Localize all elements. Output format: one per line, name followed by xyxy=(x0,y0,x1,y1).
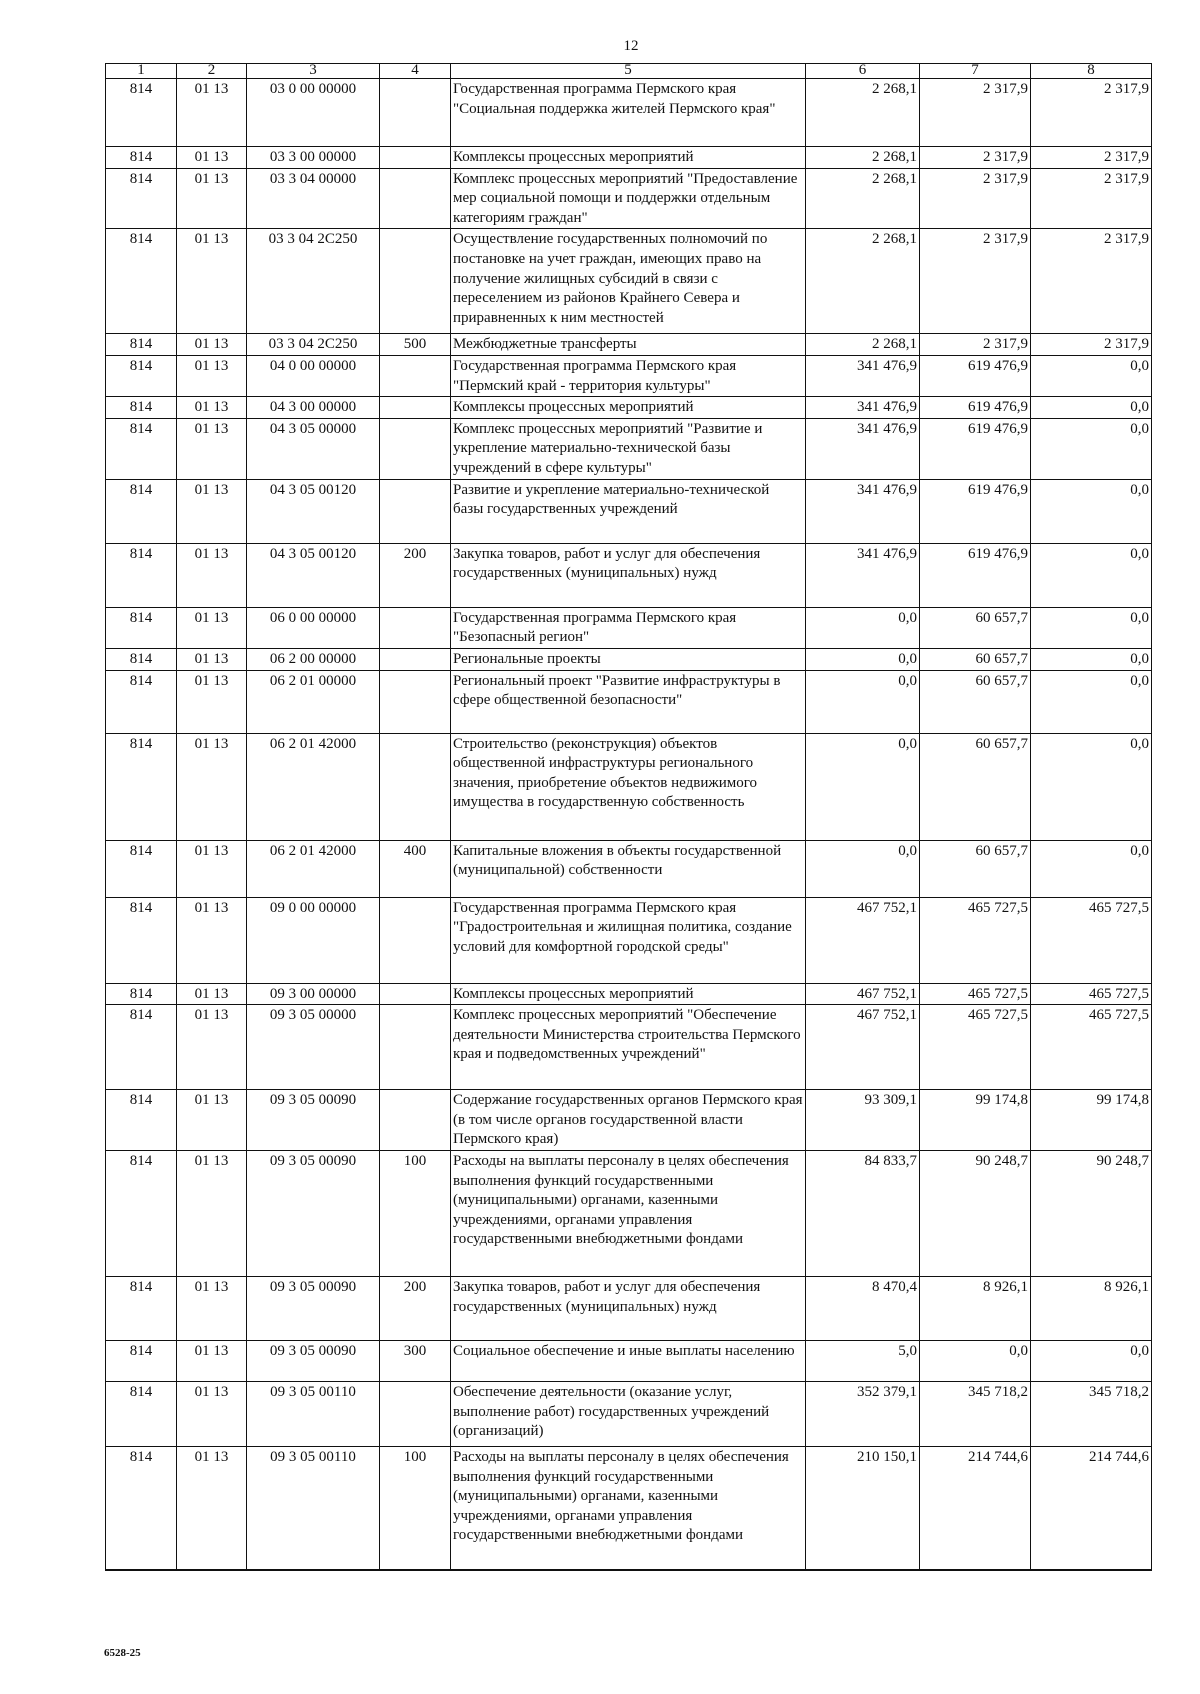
amount-col-6: 341 476,9 xyxy=(806,479,920,543)
amount-col-7: 345 718,2 xyxy=(920,1381,1031,1446)
target-article-code: 06 0 00 00000 xyxy=(247,607,380,648)
item-name: Комплекс процессных мероприятий "Предоставление мер социальной помощи и поддержки отдельным категориям граждан" xyxy=(451,168,806,229)
target-article-code: 09 0 00 00000 xyxy=(247,897,380,983)
target-article-code: 03 3 04 2С250 xyxy=(247,334,380,356)
section-code: 01 13 xyxy=(177,648,247,670)
amount-col-6: 84 833,7 xyxy=(806,1150,920,1276)
column-header-5: 5 xyxy=(451,64,806,79)
target-article-code: 09 3 05 00090 xyxy=(247,1276,380,1340)
amount-col-8: 465 727,5 xyxy=(1031,983,1152,1005)
expense-type-code xyxy=(380,1005,451,1090)
amount-col-6: 0,0 xyxy=(806,733,920,840)
target-article-code: 06 2 01 42000 xyxy=(247,733,380,840)
target-article-code: 03 3 04 00000 xyxy=(247,168,380,229)
expense-type-code: 500 xyxy=(380,334,451,356)
gr-code: 814 xyxy=(106,1381,177,1446)
section-code: 01 13 xyxy=(177,79,247,147)
gr-code: 814 xyxy=(106,670,177,733)
target-article-code: 03 3 00 00000 xyxy=(247,147,380,169)
expense-type-code: 200 xyxy=(380,543,451,607)
amount-col-7: 619 476,9 xyxy=(920,543,1031,607)
expense-type-code xyxy=(380,397,451,419)
column-header-3: 3 xyxy=(247,64,380,79)
amount-col-6: 8 470,4 xyxy=(806,1276,920,1340)
section-code: 01 13 xyxy=(177,418,247,479)
target-article-code: 06 2 00 00000 xyxy=(247,648,380,670)
expense-type-code xyxy=(380,1090,451,1151)
gr-code: 814 xyxy=(106,479,177,543)
table-row xyxy=(106,1005,1152,1090)
item-name: Межбюджетные трансферты xyxy=(451,334,806,356)
target-article-code: 09 3 05 00090 xyxy=(247,1090,380,1151)
gr-code: 814 xyxy=(106,334,177,356)
amount-col-7: 2 317,9 xyxy=(920,168,1031,229)
gr-code: 814 xyxy=(106,1340,177,1381)
column-header-6: 6 xyxy=(806,64,920,79)
amount-col-6: 467 752,1 xyxy=(806,983,920,1005)
item-name: Комплекс процессных мероприятий "Обеспечение деятельности Министерства строительства Пермского края и подведомственных учреждений" xyxy=(451,1005,806,1090)
amount-col-8: 0,0 xyxy=(1031,543,1152,607)
amount-col-7: 619 476,9 xyxy=(920,355,1031,396)
amount-col-6: 210 150,1 xyxy=(806,1446,920,1570)
amount-col-6: 341 476,9 xyxy=(806,397,920,419)
section-code: 01 13 xyxy=(177,983,247,1005)
table-row xyxy=(106,983,1152,1005)
item-name: Закупка товаров, работ и услуг для обеспечения государственных (муниципальных) нужд xyxy=(451,543,806,607)
amount-col-6: 2 268,1 xyxy=(806,147,920,169)
item-name: Обеспечение деятельности (оказание услуг, выполнение работ) государственных учреждений (организаций) xyxy=(451,1381,806,1446)
table-body xyxy=(106,79,1152,1571)
gr-code: 814 xyxy=(106,355,177,396)
table-row xyxy=(106,648,1152,670)
item-name: Государственная программа Пермского края "Пермский край - территория культуры" xyxy=(451,355,806,396)
item-name: Осуществление государственных полномочий по постановке на учет граждан, имеющих право на получение жилищных субсидий в связи с переселением из районов Крайнего Севера и приравненных к ним местностей xyxy=(451,229,806,334)
section-code: 01 13 xyxy=(177,479,247,543)
amount-col-6: 352 379,1 xyxy=(806,1381,920,1446)
table-row xyxy=(106,147,1152,169)
gr-code: 814 xyxy=(106,983,177,1005)
amount-col-8: 2 317,9 xyxy=(1031,334,1152,356)
gr-code: 814 xyxy=(106,1090,177,1151)
target-article-code: 04 3 05 00000 xyxy=(247,418,380,479)
gr-code: 814 xyxy=(106,229,177,334)
expense-type-code xyxy=(380,147,451,169)
amount-col-8: 465 727,5 xyxy=(1031,1005,1152,1090)
table-row xyxy=(106,418,1152,479)
section-code: 01 13 xyxy=(177,840,247,897)
amount-col-7: 465 727,5 xyxy=(920,1005,1031,1090)
expense-type-code xyxy=(380,670,451,733)
section-code: 01 13 xyxy=(177,897,247,983)
amount-col-8: 2 317,9 xyxy=(1031,147,1152,169)
expense-type-code: 100 xyxy=(380,1446,451,1570)
section-code: 01 13 xyxy=(177,1381,247,1446)
target-article-code: 03 3 04 2С250 xyxy=(247,229,380,334)
table-row xyxy=(106,79,1152,147)
amount-col-7: 60 657,7 xyxy=(920,648,1031,670)
amount-col-8: 2 317,9 xyxy=(1031,79,1152,147)
expense-type-code xyxy=(380,897,451,983)
amount-col-8: 0,0 xyxy=(1031,418,1152,479)
expense-type-code: 400 xyxy=(380,840,451,897)
amount-col-6: 2 268,1 xyxy=(806,168,920,229)
gr-code: 814 xyxy=(106,418,177,479)
amount-col-8: 0,0 xyxy=(1031,670,1152,733)
section-code: 01 13 xyxy=(177,1446,247,1570)
amount-col-8: 0,0 xyxy=(1031,607,1152,648)
item-name: Содержание государственных органов Пермского края (в том числе органов государственной власти Пермского края) xyxy=(451,1090,806,1151)
amount-col-8: 0,0 xyxy=(1031,648,1152,670)
table-row xyxy=(106,543,1152,607)
expense-type-code xyxy=(380,1381,451,1446)
section-code: 01 13 xyxy=(177,334,247,356)
item-name: Социальное обеспечение и иные выплаты населению xyxy=(451,1340,806,1381)
amount-col-6: 0,0 xyxy=(806,840,920,897)
amount-col-6: 2 268,1 xyxy=(806,79,920,147)
section-code: 01 13 xyxy=(177,1150,247,1276)
table-row xyxy=(106,733,1152,840)
amount-col-8: 2 317,9 xyxy=(1031,229,1152,334)
target-article-code: 04 3 05 00120 xyxy=(247,479,380,543)
amount-col-8: 0,0 xyxy=(1031,1340,1152,1381)
table-row xyxy=(106,355,1152,396)
item-name: Комплекс процессных мероприятий "Развитие и укрепление материально-технической базы учреждений в сфере культуры" xyxy=(451,418,806,479)
item-name: Комплексы процессных мероприятий xyxy=(451,983,806,1005)
gr-code: 814 xyxy=(106,168,177,229)
item-name: Развитие и укрепление материально-технической базы государственных учреждений xyxy=(451,479,806,543)
amount-col-8: 214 744,6 xyxy=(1031,1446,1152,1570)
amount-col-8: 8 926,1 xyxy=(1031,1276,1152,1340)
amount-col-6: 2 268,1 xyxy=(806,334,920,356)
amount-col-8: 0,0 xyxy=(1031,479,1152,543)
item-name: Закупка товаров, работ и услуг для обеспечения государственных (муниципальных) нужд xyxy=(451,1276,806,1340)
amount-col-7: 2 317,9 xyxy=(920,229,1031,334)
amount-col-7: 2 317,9 xyxy=(920,79,1031,147)
amount-col-8: 99 174,8 xyxy=(1031,1090,1152,1151)
table-row xyxy=(106,479,1152,543)
amount-col-8: 465 727,5 xyxy=(1031,897,1152,983)
item-name: Региональные проекты xyxy=(451,648,806,670)
section-code: 01 13 xyxy=(177,733,247,840)
expense-type-code xyxy=(380,479,451,543)
section-code: 01 13 xyxy=(177,1090,247,1151)
expense-type-code: 200 xyxy=(380,1276,451,1340)
gr-code: 814 xyxy=(106,733,177,840)
amount-col-6: 5,0 xyxy=(806,1340,920,1381)
amount-col-7: 60 657,7 xyxy=(920,733,1031,840)
expense-type-code xyxy=(380,648,451,670)
amount-col-6: 0,0 xyxy=(806,670,920,733)
amount-col-8: 2 317,9 xyxy=(1031,168,1152,229)
expense-type-code: 300 xyxy=(380,1340,451,1381)
target-article-code: 09 3 00 00000 xyxy=(247,983,380,1005)
page-number: 12 xyxy=(623,38,639,54)
item-name: Комплексы процессных мероприятий xyxy=(451,147,806,169)
expense-type-code xyxy=(380,355,451,396)
table-row xyxy=(106,1276,1152,1340)
item-name: Государственная программа Пермского края "Безопасный регион" xyxy=(451,607,806,648)
table-row xyxy=(106,840,1152,897)
gr-code: 814 xyxy=(106,1150,177,1276)
amount-col-7: 2 317,9 xyxy=(920,334,1031,356)
amount-col-7: 60 657,7 xyxy=(920,840,1031,897)
amount-col-7: 0,0 xyxy=(920,1340,1031,1381)
item-name: Строительство (реконструкция) объектов общественной инфраструктуры регионального значения, приобретение объектов недвижимого имущества в государственную собственность xyxy=(451,733,806,840)
target-article-code: 03 0 00 00000 xyxy=(247,79,380,147)
item-name: Капитальные вложения в объекты государственной (муниципальной) собственности xyxy=(451,840,806,897)
amount-col-8: 0,0 xyxy=(1031,397,1152,419)
item-name: Расходы на выплаты персоналу в целях обеспечения выполнения функций государственными (муниципальными) органами, казенными учреждениями, органами управления государственными внебюджетными фондами xyxy=(451,1446,806,1570)
section-code: 01 13 xyxy=(177,607,247,648)
amount-col-7: 60 657,7 xyxy=(920,607,1031,648)
table-row xyxy=(106,1340,1152,1381)
table-row xyxy=(106,334,1152,356)
expense-type-code xyxy=(380,168,451,229)
amount-col-7: 99 174,8 xyxy=(920,1090,1031,1151)
table-row xyxy=(106,1446,1152,1570)
amount-col-7: 619 476,9 xyxy=(920,479,1031,543)
table-row xyxy=(106,1090,1152,1151)
expense-type-code xyxy=(380,418,451,479)
amount-col-7: 619 476,9 xyxy=(920,418,1031,479)
target-article-code: 06 2 01 42000 xyxy=(247,840,380,897)
section-code: 01 13 xyxy=(177,670,247,733)
section-code: 01 13 xyxy=(177,229,247,334)
section-code: 01 13 xyxy=(177,147,247,169)
section-code: 01 13 xyxy=(177,397,247,419)
section-code: 01 13 xyxy=(177,168,247,229)
amount-col-7: 465 727,5 xyxy=(920,897,1031,983)
amount-col-6: 341 476,9 xyxy=(806,543,920,607)
table-row xyxy=(106,229,1152,334)
table-row xyxy=(106,168,1152,229)
amount-col-6: 467 752,1 xyxy=(806,1005,920,1090)
gr-code: 814 xyxy=(106,1446,177,1570)
expense-type-code xyxy=(380,79,451,147)
item-name: Комплексы процессных мероприятий xyxy=(451,397,806,419)
expense-type-code xyxy=(380,229,451,334)
target-article-code: 09 3 05 00000 xyxy=(247,1005,380,1090)
target-article-code: 06 2 01 00000 xyxy=(247,670,380,733)
target-article-code: 04 3 05 00120 xyxy=(247,543,380,607)
item-name: Государственная программа Пермского края "Градостроительная и жилищная политика, создание условий для комфортной городской среды" xyxy=(451,897,806,983)
amount-col-6: 2 268,1 xyxy=(806,229,920,334)
amount-col-6: 93 309,1 xyxy=(806,1090,920,1151)
item-name: Региональный проект "Развитие инфраструктуры в сфере общественной безопасности" xyxy=(451,670,806,733)
section-code: 01 13 xyxy=(177,543,247,607)
column-header-row xyxy=(106,64,1152,79)
column-header-8: 8 xyxy=(1031,64,1152,79)
gr-code: 814 xyxy=(106,897,177,983)
gr-code: 814 xyxy=(106,147,177,169)
amount-col-7: 214 744,6 xyxy=(920,1446,1031,1570)
gr-code: 814 xyxy=(106,648,177,670)
amount-col-7: 465 727,5 xyxy=(920,983,1031,1005)
column-header-1: 1 xyxy=(106,64,177,79)
amount-col-8: 0,0 xyxy=(1031,840,1152,897)
table-row xyxy=(106,397,1152,419)
amount-col-8: 0,0 xyxy=(1031,733,1152,840)
amount-col-7: 8 926,1 xyxy=(920,1276,1031,1340)
gr-code: 814 xyxy=(106,840,177,897)
amount-col-7: 60 657,7 xyxy=(920,670,1031,733)
target-article-code: 09 3 05 00090 xyxy=(247,1340,380,1381)
amount-col-6: 341 476,9 xyxy=(806,355,920,396)
table-row xyxy=(106,670,1152,733)
amount-col-8: 0,0 xyxy=(1031,355,1152,396)
gr-code: 814 xyxy=(106,1276,177,1340)
table-row xyxy=(106,1381,1152,1446)
target-article-code: 09 3 05 00110 xyxy=(247,1446,380,1570)
gr-code: 814 xyxy=(106,397,177,419)
table-row xyxy=(106,607,1152,648)
amount-col-7: 619 476,9 xyxy=(920,397,1031,419)
target-article-code: 04 0 00 00000 xyxy=(247,355,380,396)
section-code: 01 13 xyxy=(177,355,247,396)
column-header-7: 7 xyxy=(920,64,1031,79)
expense-type-code xyxy=(380,607,451,648)
amount-col-8: 345 718,2 xyxy=(1031,1381,1152,1446)
amount-col-6: 0,0 xyxy=(806,648,920,670)
section-code: 01 13 xyxy=(177,1340,247,1381)
table-row xyxy=(106,1150,1152,1276)
item-name: Государственная программа Пермского края "Социальная поддержка жителей Пермского края" xyxy=(451,79,806,147)
item-name: Расходы на выплаты персоналу в целях обеспечения выполнения функций государственными (муниципальными) органами, казенными учреждениями, органами управления государственными внебюджетными фондами xyxy=(451,1150,806,1276)
amount-col-7: 2 317,9 xyxy=(920,147,1031,169)
amount-col-6: 0,0 xyxy=(806,607,920,648)
column-header-2: 2 xyxy=(177,64,247,79)
expense-type-code: 100 xyxy=(380,1150,451,1276)
amount-col-6: 341 476,9 xyxy=(806,418,920,479)
amount-col-6: 467 752,1 xyxy=(806,897,920,983)
gr-code: 814 xyxy=(106,607,177,648)
expense-type-code xyxy=(380,983,451,1005)
document-code: 6528-25 xyxy=(104,1647,141,1659)
section-code: 01 13 xyxy=(177,1276,247,1340)
amount-col-7: 90 248,7 xyxy=(920,1150,1031,1276)
gr-code: 814 xyxy=(106,79,177,147)
gr-code: 814 xyxy=(106,543,177,607)
amount-col-8: 90 248,7 xyxy=(1031,1150,1152,1276)
gr-code: 814 xyxy=(106,1005,177,1090)
expense-type-code xyxy=(380,733,451,840)
target-article-code: 09 3 05 00090 xyxy=(247,1150,380,1276)
target-article-code: 04 3 00 00000 xyxy=(247,397,380,419)
column-header-4: 4 xyxy=(380,64,451,79)
budget-table xyxy=(105,63,1152,1571)
target-article-code: 09 3 05 00110 xyxy=(247,1381,380,1446)
table-row xyxy=(106,897,1152,983)
section-code: 01 13 xyxy=(177,1005,247,1090)
